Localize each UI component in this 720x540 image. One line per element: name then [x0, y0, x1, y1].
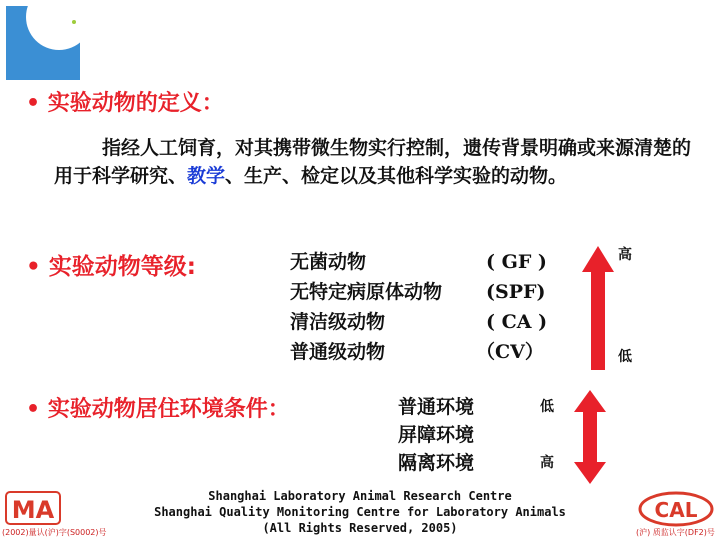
level-code: ( CA )	[486, 311, 548, 333]
levels-arrow-top-label: 高	[618, 247, 632, 263]
environment-item: 隔离环境	[398, 452, 475, 474]
level-name: 无特定病原体动物	[290, 281, 443, 303]
bullet: •	[26, 254, 41, 280]
environment-item: 屏障环境	[398, 424, 475, 446]
cal-logo-text: CAL	[654, 498, 698, 522]
definition-text	[54, 134, 694, 190]
level-name: 无菌动物	[290, 251, 367, 273]
footer	[0, 488, 720, 536]
definition-text-highlight: 教学	[187, 165, 226, 187]
definition-heading	[26, 86, 224, 117]
level-code: （CV）	[476, 341, 544, 363]
levels-arrow-bottom-label: 低	[618, 349, 632, 365]
level-name: 普通级动物	[290, 341, 386, 363]
definition-title: 实验动物的定义：	[47, 91, 224, 116]
footer-line-3: (All Rights Reserved, 2005)	[262, 521, 458, 535]
level-name: 清洁级动物	[290, 311, 386, 333]
logo-shape	[26, 6, 80, 50]
definition-text-part2: 、生产、检定以及其他科学实验的动物。	[225, 165, 568, 187]
environment-title: 实验动物居住环境条件：	[47, 397, 290, 422]
levels-title: 实验动物等级:	[48, 254, 196, 280]
brand-logo	[6, 6, 80, 80]
level-row	[290, 308, 590, 336]
environment-double-arrow-icon	[570, 388, 610, 486]
definition-text-part1: 指经人工饲育，对其携带微生物实行控制，遗传背景明确或来源清楚的用于科学研究、	[54, 137, 692, 187]
levels-up-arrow-icon	[578, 244, 618, 372]
environment-arrow-top-label: 低	[540, 399, 554, 415]
bullet: •	[26, 397, 41, 422]
cal-logo-caption: (沪) 质监认字(DF2)号	[636, 528, 715, 537]
ma-logo-caption: (2002)量认(沪)字(S0002)号	[2, 528, 107, 537]
ma-logo-text: MA	[11, 496, 55, 524]
footer-line-2: Shanghai Quality Monitoring Centre for Laboratory Animals	[154, 505, 566, 519]
environment-item: 普通环境	[398, 396, 475, 418]
levels-list	[290, 248, 590, 368]
level-code: (SPF)	[486, 281, 546, 303]
level-row	[290, 338, 590, 366]
logo-dot	[72, 20, 76, 24]
environment-arrow-bottom-label: 高	[540, 455, 554, 471]
level-code: ( GF )	[486, 251, 547, 273]
bullet: •	[26, 91, 41, 116]
level-row	[290, 248, 590, 276]
footer-line-1: Shanghai Laboratory Animal Research Centre	[208, 489, 512, 503]
levels-heading	[26, 248, 196, 281]
environment-heading	[26, 392, 290, 423]
level-row	[290, 278, 590, 306]
